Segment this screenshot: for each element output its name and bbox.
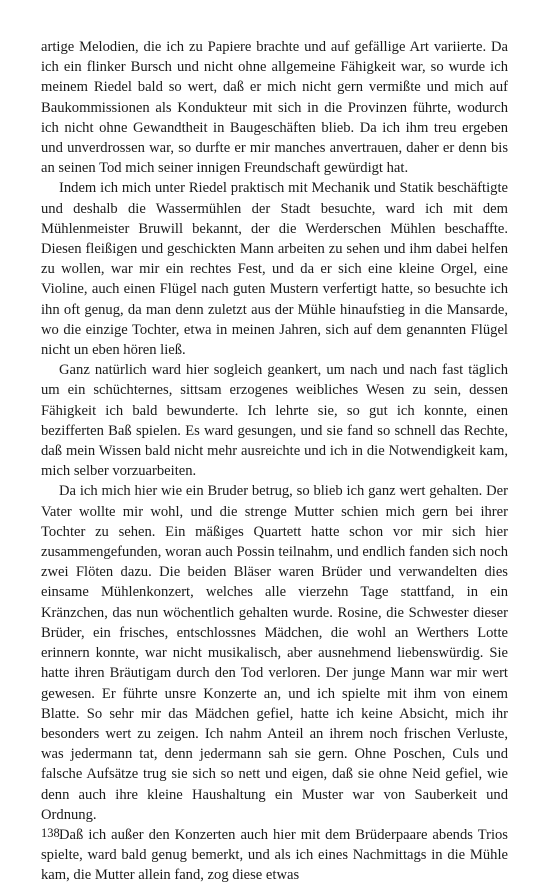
body-text [41,37,508,886]
paragraph-bruder: Da ich mich hier wie ein Bruder betrug, so blieb ich ganz wert gehalten. Der Vater wollte mir wohl, und die strenge Mutter schien mich gern bei ihrer Tochter zu sehen. Ein mäßiges Quartett hatte schon vor mir sich hier zusammengefunden, woran auch Possin teilnahm, und endlich fanden sich noch zwei Flöten dazu. Die beiden Bläser waren Brüder und verwandelten dies einsame Mühlenkonzert, welches alle vierzehn Tage stattfand, in ein Kränzchen, das nun wöchentlich gehalten wurde. Rosine, die Schwester dieser Brüder, ein frisches, entschlossnes Mädchen, die wohl an Werthers Lotte erinnern konnte, war nicht musikalisch, aber ausnehmend liebenswürdig. Sie hatte ihren Bräutigam durch den Tod verloren. Der junge Mann war mir wert gewesen. Er führte unsre Konzerte an, und ich spielte mit ihm von einem Blatte. So sehr mir das Mädchen gefiel, hatte ich keine Absicht, mich ihr besonders wert zu zeigen. Ich nahm Anteil an ihrem noch frischen Verluste, was jedermann tat, denn jedermann sah sie gern. Ohne Poschen, Culs und falsche Aufsätze trug sie sich so nett und eigen, daß sie ohne Neid gefiel, wie denn auch ihre kleine Haushaltung ein Muster war von Sauberkeit und Ordnung. [41,483,508,823]
page-number: 138 [41,826,60,840]
paragraph-trios: Daß ich außer den Konzerten auch hier mit dem Brüderpaare abends Trios spielte, ward bald genug bemerkt, und als ich eines Nachmittags in die Mühle kam, die Mutter allein fand, zog diese etwas [41,826,508,884]
paragraph-mechanik: Indem ich mich unter Riedel praktisch mit Mechanik und Statik beschäftigte und deshalb die Wassermühlen der Stadt besuchte, ward ich mit dem Mühlenmeister Bruwill bekannt, der die Werderschen Mühlen beschaffte. Diesen fleißigen und geschickten Mann arbeiten zu sehen und ihm dabei helfen zu wollen, war mir ein rechtes Fest, und da er sich eine kleine Orgel, eine Violine, auch einen Flügel nach guten Mustern verfertigt hatte, so besuchte ich ihn oft genug, da man denn zuletzt aus der Mühle hinaufstieg in die Mansarde, wo die einzige Tochter, etwa in meinen Jahren, sich auf dem genannten Flügel nicht un eben hören ließ. [41,180,508,359]
paragraph-continuation: artige Melodien, die ich zu Papiere brachte und auf gefällige Art variierte. Da ich ein flinker Bursch und nicht ohne allgemeine Fähigkeit war, so wurde ich meinem Riedel bald so wert, daß er mich nicht gern vermißte und mich auf Baukommissionen als Kondukteur mit sich in die Provinzen führte, wodurch ich nicht ohne Gewandtheit in Baugeschäften blieb. Da ich ihm treu ergeben und unverdrossen war, so durfte er mir manches anvertrauen, daher er denn bis an seinen Tod mich seiner innigen Freundschaft gewürdigt hat. [41,39,508,177]
paragraph-geankert: Ganz natürlich ward hier sogleich geankert, um nach und nach fast täglich um ein schüchternes, sittsam erzogenes weibliches Wesen zu sein, dessen Fähigkeit ich bald bewunderte. Ich lehrte sie, so gut ich konnte, einen bezifferten Baß spielen. Es ward gesungen, und sie fand so schnell das Rechte, daß mein Wissen bald nicht mehr ausreichte und ich in die Notwendigkeit kam, mich selber vorzuarbeiten. [41,362,508,480]
